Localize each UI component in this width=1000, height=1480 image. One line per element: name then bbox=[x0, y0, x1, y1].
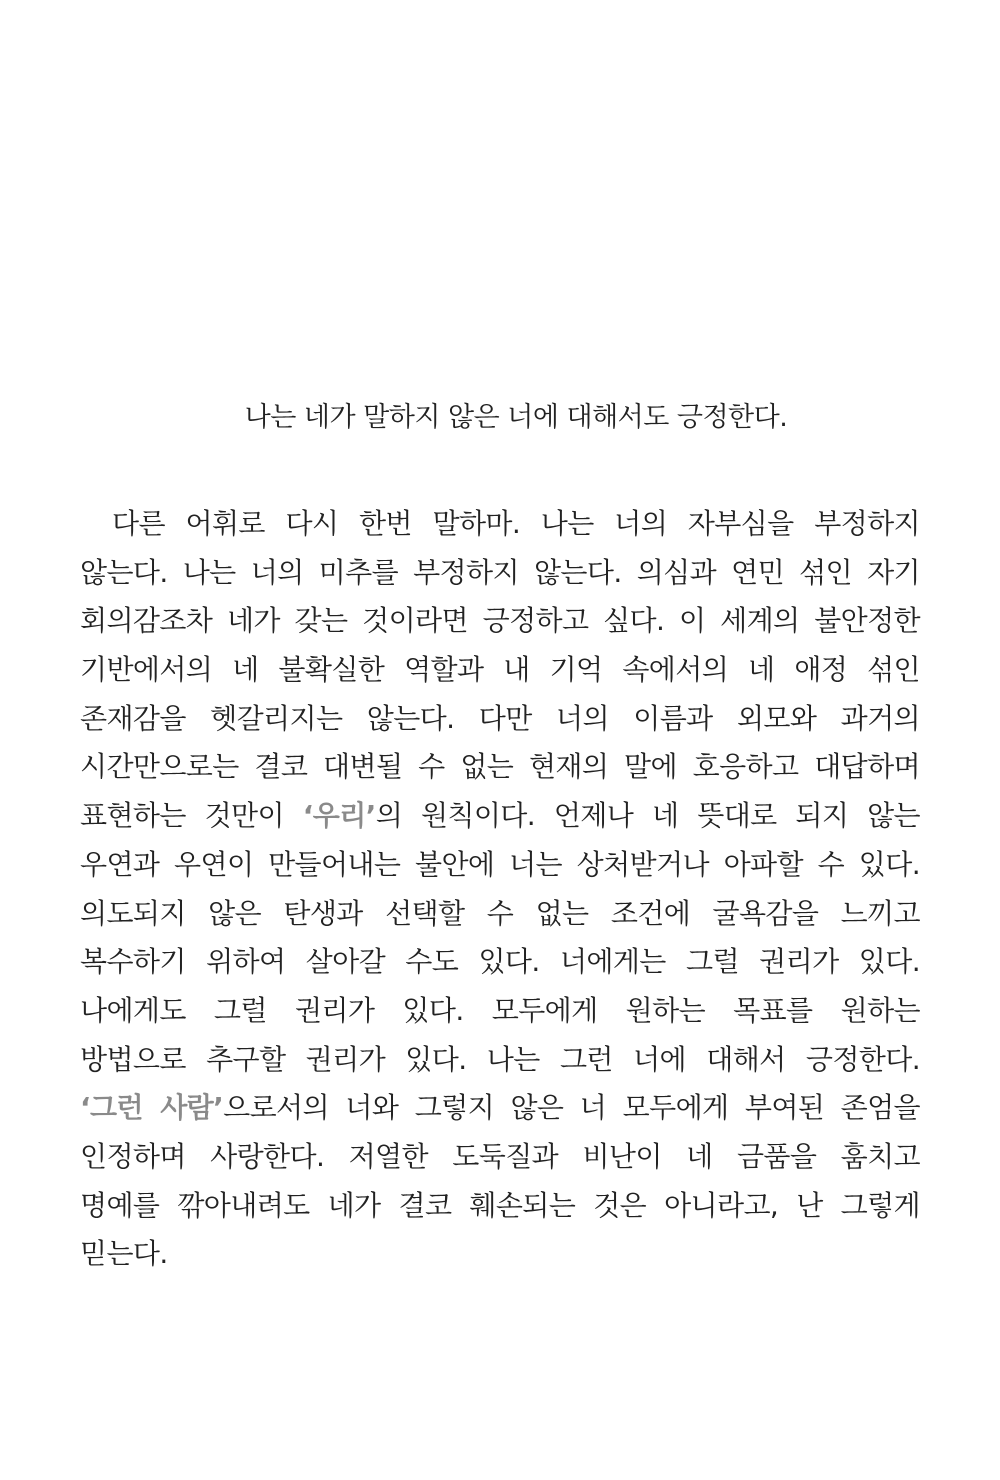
paragraph-line: 복수하기 위하여 살아갈 수도 있다. 너에게는 그럴 권리가 있다. bbox=[80, 945, 920, 979]
paragraph-line: 인정하며 사랑한다. 저열한 도둑질과 비난이 네 금품을 훔치고 bbox=[80, 1139, 920, 1173]
paragraph-line: 명예를 깎아내려도 네가 결코 훼손되는 것은 아니라고, 난 그렇게 bbox=[80, 1188, 920, 1222]
line-text: 으로서의 너와 그렇지 않은 너 모두에게 부여된 존엄을 bbox=[223, 1091, 921, 1125]
paragraph-line: 않는다. 나는 너의 미추를 부정하지 않는다. 의심과 연민 섞인 자기 bbox=[80, 555, 920, 589]
paragraph-line: 우연과 우연이 만들어내는 불안에 너는 상처받거나 아파할 수 있다. bbox=[80, 847, 920, 881]
paragraph-line: 방법으로 추구할 권리가 있다. 나는 그런 너에 대해서 긍정한다. bbox=[80, 1042, 920, 1076]
line-text: 의 원칙이다. 언제나 네 뜻대로 되지 않는 bbox=[375, 799, 920, 833]
paragraph-line: 나에게도 그럴 권리가 있다. 모두에게 원하는 목표를 원하는 bbox=[80, 993, 920, 1027]
paragraph-line: 믿는다. bbox=[80, 1237, 168, 1271]
paragraph-line: 다른 어휘로 다시 한번 말하마. 나는 너의 자부심을 부정하지 bbox=[112, 507, 920, 540]
paragraph-line: 시간만으로는 결코 대변될 수 없는 현재의 말에 호응하고 대답하며 bbox=[80, 750, 920, 784]
emphasis-term: ‘그런 사람’ bbox=[80, 1091, 224, 1125]
paragraph-line: 존재감을 헷갈리지는 않는다. 다만 너의 이름과 외모와 과거의 bbox=[80, 701, 920, 735]
emphasis-term: ‘우리’ bbox=[302, 799, 376, 833]
paragraph-line: 기반에서의 네 불확실한 역할과 내 기억 속에서의 네 애정 섞인 bbox=[80, 653, 920, 687]
paragraph-line bbox=[80, 792, 920, 841]
paragraph-line bbox=[80, 1084, 920, 1133]
paragraph-line: 회의감조차 네가 갖는 것이라면 긍정하고 싶다. 이 세계의 불안정한 bbox=[80, 604, 920, 638]
paragraph-line: 의도되지 않은 탄생과 선택할 수 없는 조건에 굴욕감을 느끼고 bbox=[80, 896, 920, 930]
line-text: 표현하는 것만이 bbox=[80, 799, 303, 833]
body-paragraph bbox=[80, 500, 920, 1279]
page-heading: 나는 네가 말하지 않은 너에 대해서도 긍정한다. bbox=[244, 402, 788, 433]
